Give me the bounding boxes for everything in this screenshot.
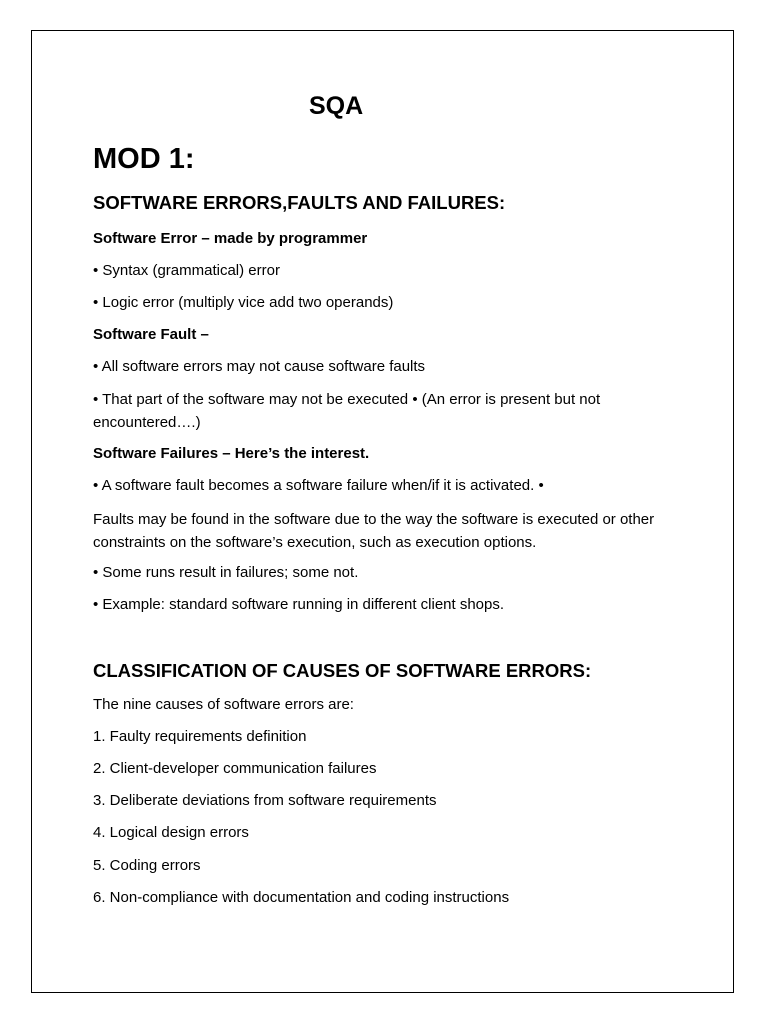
section-heading-classification: CLASSIFICATION OF CAUSES OF SOFTWARE ERRORS: (93, 660, 592, 681)
list-item: 2. Client-developer communication failures (93, 760, 377, 777)
causes-intro: The nine causes of software errors are: (93, 696, 354, 713)
software-fault-heading: Software Fault – (93, 326, 209, 343)
section-heading-errors-faults-failures: SOFTWARE ERRORS,FAULTS AND FAILURES: (93, 192, 506, 213)
error-bullet-syntax: • Syntax (grammatical) error (93, 262, 280, 279)
list-item: 5. Coding errors (93, 857, 201, 874)
list-item: 3. Deliberate deviations from software requirements (93, 792, 437, 809)
error-bullet-logic: • Logic error (multiply vice add two operands) (93, 294, 394, 311)
list-item: 4. Logical design errors (93, 824, 249, 841)
fault-bullet-not-all-errors: • All software errors may not cause software faults (93, 358, 426, 375)
failure-bullet-activated: • A software fault becomes a software failure when/if it is activated. • (93, 477, 544, 494)
list-item: 6. Non-compliance with documentation and coding instructions (93, 889, 510, 906)
failure-bullet-some-runs: • Some runs result in failures; some not. (93, 564, 359, 581)
software-error-heading: Software Error – made by programmer (93, 230, 368, 247)
module-heading: MOD 1: (93, 143, 195, 175)
software-failures-heading: Software Failures – Here’s the interest. (93, 445, 370, 462)
fault-bullet-not-executed: • That part of the software may not be executed • (An error is present but not encountered….) (93, 391, 601, 431)
failure-bullet-example: • Example: standard software running in different client shops. (93, 596, 505, 613)
list-item: 1. Faulty requirements definition (93, 728, 307, 745)
document-title: SQA (309, 92, 364, 120)
failure-paragraph-execution: Faults may be found in the software due to the way the software is executed or other constraints on the software’s execution, such as execution options. (93, 511, 655, 551)
